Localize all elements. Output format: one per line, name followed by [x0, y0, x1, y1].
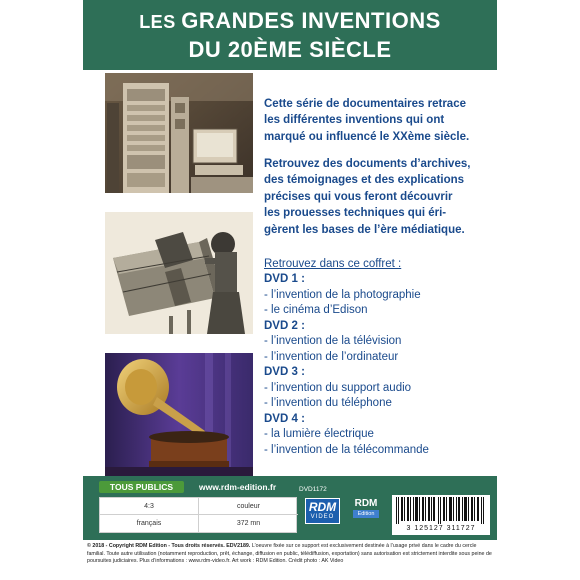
title-line-1 [83, 8, 497, 34]
reference-code: DVD1172 [299, 486, 327, 493]
spec-row [100, 515, 298, 532]
description-paragraph-1 [264, 96, 486, 145]
title-main: GRANDES INVENTIONS [181, 8, 441, 33]
title-prefix: LES [139, 12, 182, 32]
title-line-2: DU 20ÈME SIÈCLE [188, 37, 392, 62]
legal-notice [83, 540, 497, 580]
dvd-item: - l’invention du support audio [264, 381, 412, 394]
text-line: les différentes inventions qui ont [264, 114, 445, 127]
dvd-heading: DVD 3 : [264, 366, 305, 378]
website-link[interactable]: www.rdm-edition.fr [199, 482, 277, 492]
description-paragraph-2 [264, 156, 486, 238]
computer-photo [105, 73, 253, 193]
dvd-heading: DVD 1 : [264, 273, 305, 285]
audience-badge: TOUS PUBLICS [99, 481, 184, 493]
barcode [392, 495, 490, 535]
logo-text: RDM [354, 498, 378, 509]
dvd-item: - l’invention du téléphone [264, 397, 392, 409]
dvd-back-cover [83, 0, 497, 580]
logo-subtext: Edition [353, 510, 379, 518]
spec-cell: 372 mn [236, 520, 261, 527]
footer-band [83, 476, 497, 540]
coffret-title: Retrouvez dans ce coffret : [264, 258, 402, 270]
dvd-item: - la lumière électrique [264, 428, 374, 440]
rdm-edition-logo [350, 498, 382, 520]
text-line: gèrent les bases de l’ère médiatique. [264, 223, 465, 236]
spec-cell: couleur [237, 503, 260, 510]
text-line: des témoignages et des explications [264, 174, 465, 187]
spec-row [100, 498, 298, 515]
coffret-list [264, 256, 486, 458]
text-line: Retrouvez des documents d’archives, [264, 158, 471, 170]
spec-table [99, 497, 297, 533]
copyright-text: © 2018 - Copyright RDM Edition - Tous droits réservés. EDV2189. [87, 543, 251, 549]
dvd-item: - l’invention de la télévision [264, 335, 402, 347]
spec-cell: 4:3 [100, 498, 199, 515]
dvd-item: - le cinéma d’Edison [264, 304, 368, 316]
dvd-item: - l’invention de l’ordinateur [264, 350, 399, 363]
camera-photo [105, 212, 253, 334]
dvd-item: - l’invention de la télécommande [264, 443, 429, 456]
spec-cell: français [100, 515, 199, 532]
text-line: précises qui vous feront découvrir [264, 190, 453, 203]
logo-subtext: VIDEO [310, 514, 335, 520]
dvd-item: - l’invention de la photographie [264, 288, 421, 301]
barcode-number: 3 125127 311727 [406, 525, 476, 532]
barcode-icon [392, 495, 490, 525]
rdm-video-logo [305, 498, 340, 524]
dvd-heading: DVD 4 : [264, 412, 305, 425]
gramophone-photo [105, 353, 253, 476]
logo-text: RDM [308, 500, 337, 514]
text-line: les prouesses techniques qui éri- [264, 207, 447, 220]
text-line: marqué ou influencé le XXème siècle. [264, 130, 470, 143]
text-line: Cette série de documentaires retrace [264, 98, 466, 110]
legal-text: L’oeuvre fixée sur ce support est exclusivement destinée à l’usage privé dans le cadre du cercle familial. Toute autre utilisation (notamment reproduction, prêt, échange, diffusion en public, télédiffusion, exportation) sans autorisation est strictement interdite sous peine de poursuites judiciaires. Plus d’informations : www.rdm-video.fr. Art work : RDM Edition. Crédit photo : AK Video [87, 543, 492, 564]
dvd-heading: DVD 2 : [264, 319, 305, 332]
title-banner [83, 0, 497, 70]
